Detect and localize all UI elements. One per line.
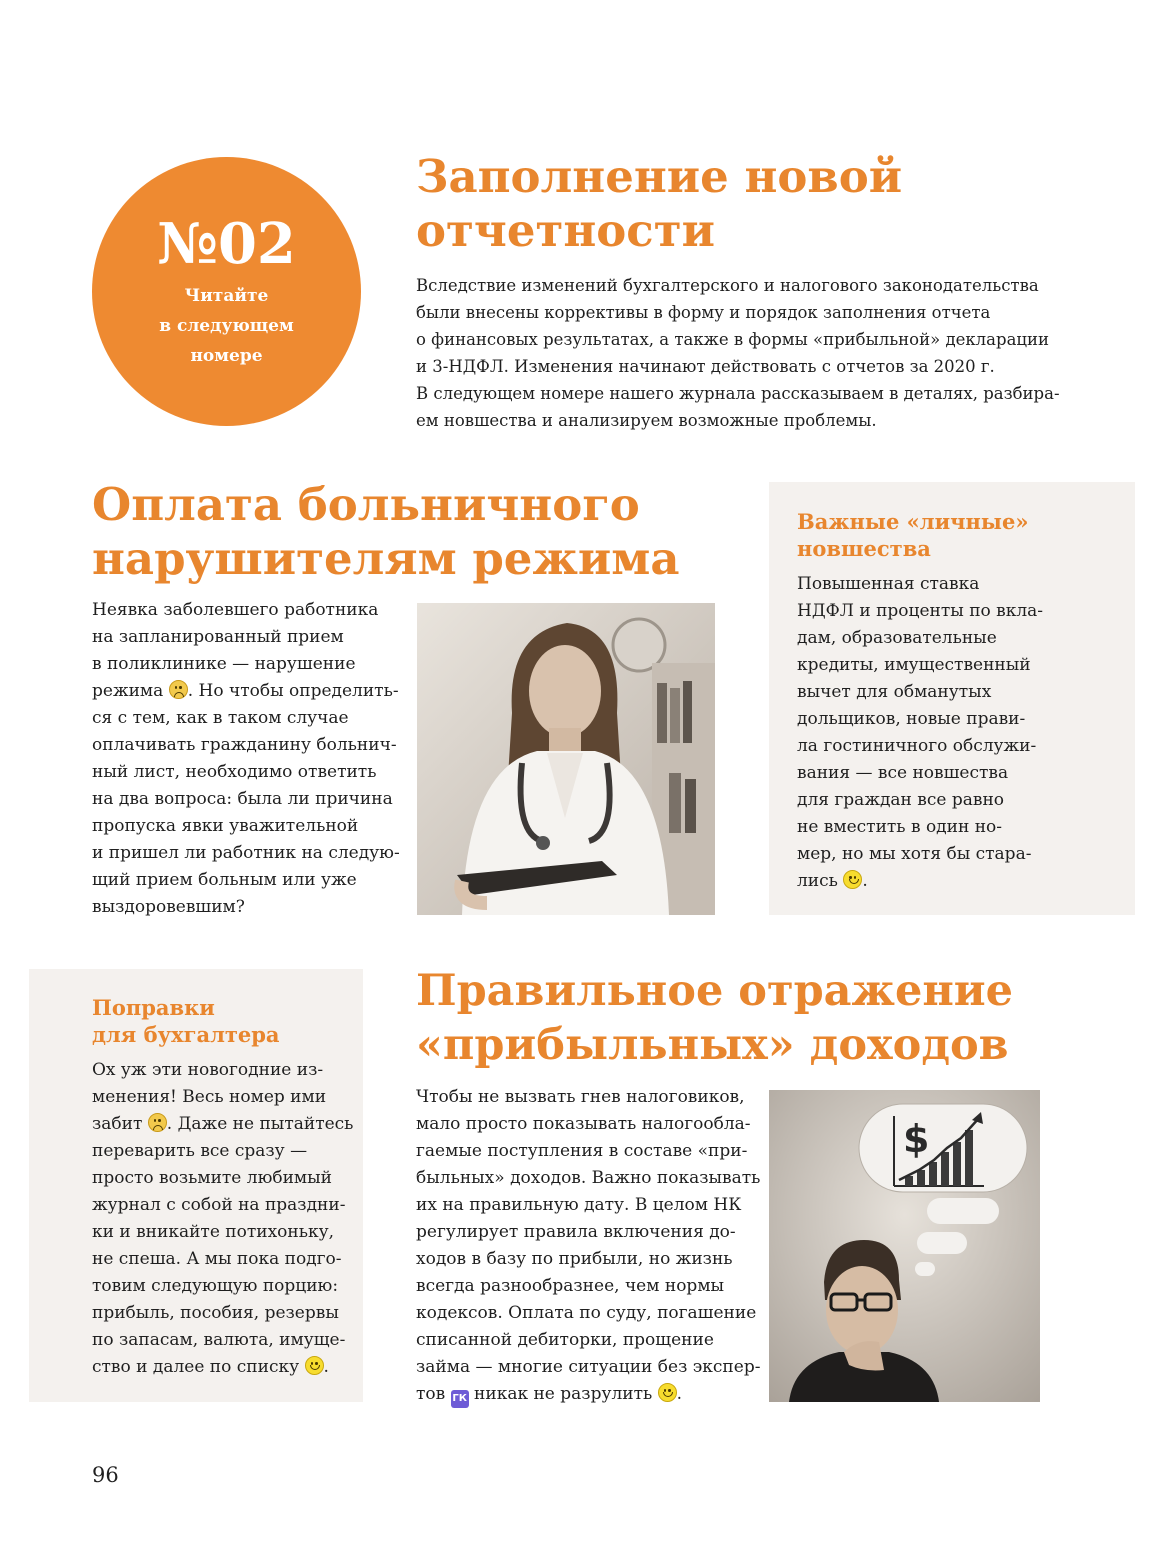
article1-body: Вследствие изменений бухгалтерского и налогового законодательства были внесены коррективы в форму и порядок заполнения отчета о финансовых результатах, а также в формы «прибыльной» декларации и 3-НДФЛ. Изменения начинают действовать с отчетов за 2020 г. В следующем номере нашего журнала рассказываем в деталях, разбира- ем новшества и анализируем возможные проблемы. — [416, 276, 1060, 430]
thinking-man-photo — [769, 1090, 1040, 1402]
issue-number: №02 — [157, 211, 296, 277]
smiley-icon — [658, 1383, 677, 1402]
badge-line: в следующем — [159, 316, 294, 336]
dollar-symbol: $ — [903, 1117, 930, 1161]
smiley-icon — [305, 1356, 324, 1375]
article2-body: Неявка заболевшего работника на запланированный прием в поликлинике — нарушение режима . Но чтобы определить- ся с тем, как в таком случае оплачивать гражданину больнич- ный лист, необходимо ответить на два вопроса: была ли причина пропуска явки уважительной и пришел ли работник на следую- щий прием больным или уже выздоровевшим? — [92, 600, 400, 917]
thinking-man-illustration — [769, 1090, 1040, 1402]
doctor-photo — [417, 603, 715, 915]
sidebar1-body: Повышенная ставка НДФЛ и проценты по вкла- дам, образовательные кредиты, имущественный вычет для обманутых дольщиков, новые прави- ла гостиничного обслужи- вания — все новшества для граждан все равно не вместить в один но- мер, но мы хотя бы стара- лись . — [797, 574, 1044, 891]
article3-body: Чтобы не вызвать гнев налоговиков, мало просто показывать налогообла- гаемые поступления в составе «при- быльных» доходов. Важно показывать их на правильную дату. В целом НК регулирует правила включения до- ходов в базу по прибыли, но жизнь всегда разнообразнее, чем нормы кодексов. Оплата по суду, погашение списанной дебиторки, прощение займа — многие ситуации без экспер- тов ГК никак не разрулить . — [416, 1084, 760, 1408]
badge-line: Читайте — [184, 286, 269, 306]
page-number: 96 — [92, 1463, 119, 1487]
issue-badge — [92, 157, 361, 426]
sad-face-icon — [169, 680, 188, 699]
gk-logo-icon: ГК — [451, 1390, 469, 1408]
article2-title: Оплата больничного нарушителям режима — [92, 478, 680, 585]
badge-line: номере — [190, 346, 263, 366]
article1-title: Заполнение новой отчетности — [416, 150, 903, 257]
doctor-illustration — [417, 603, 715, 915]
sidebar2-title: Поправки для бухгалтера — [92, 995, 280, 1047]
sad-face-icon — [148, 1113, 167, 1132]
sidebar-personal-news — [769, 482, 1135, 915]
sidebar-accountant-fixes — [29, 969, 363, 1402]
smiley-icon — [843, 870, 862, 889]
sidebar2-body: Ох уж эти новогодние из- менения! Весь номер ими забит . Даже не пытайтесь переварить все сразу — просто возьмите любимый журнал с собой на праздни- ки и вникайте потихоньку, не спеша. А мы пока подго- товим следующую порцию: прибыль, пособия, резервы по запасам, валюта, имуще- ство и далее по списку . — [92, 1060, 354, 1377]
article3-title: Правильное отражение «прибыльных» доходов — [416, 966, 1014, 1070]
sidebar1-title: Важные «личные» новшества — [797, 509, 1029, 561]
